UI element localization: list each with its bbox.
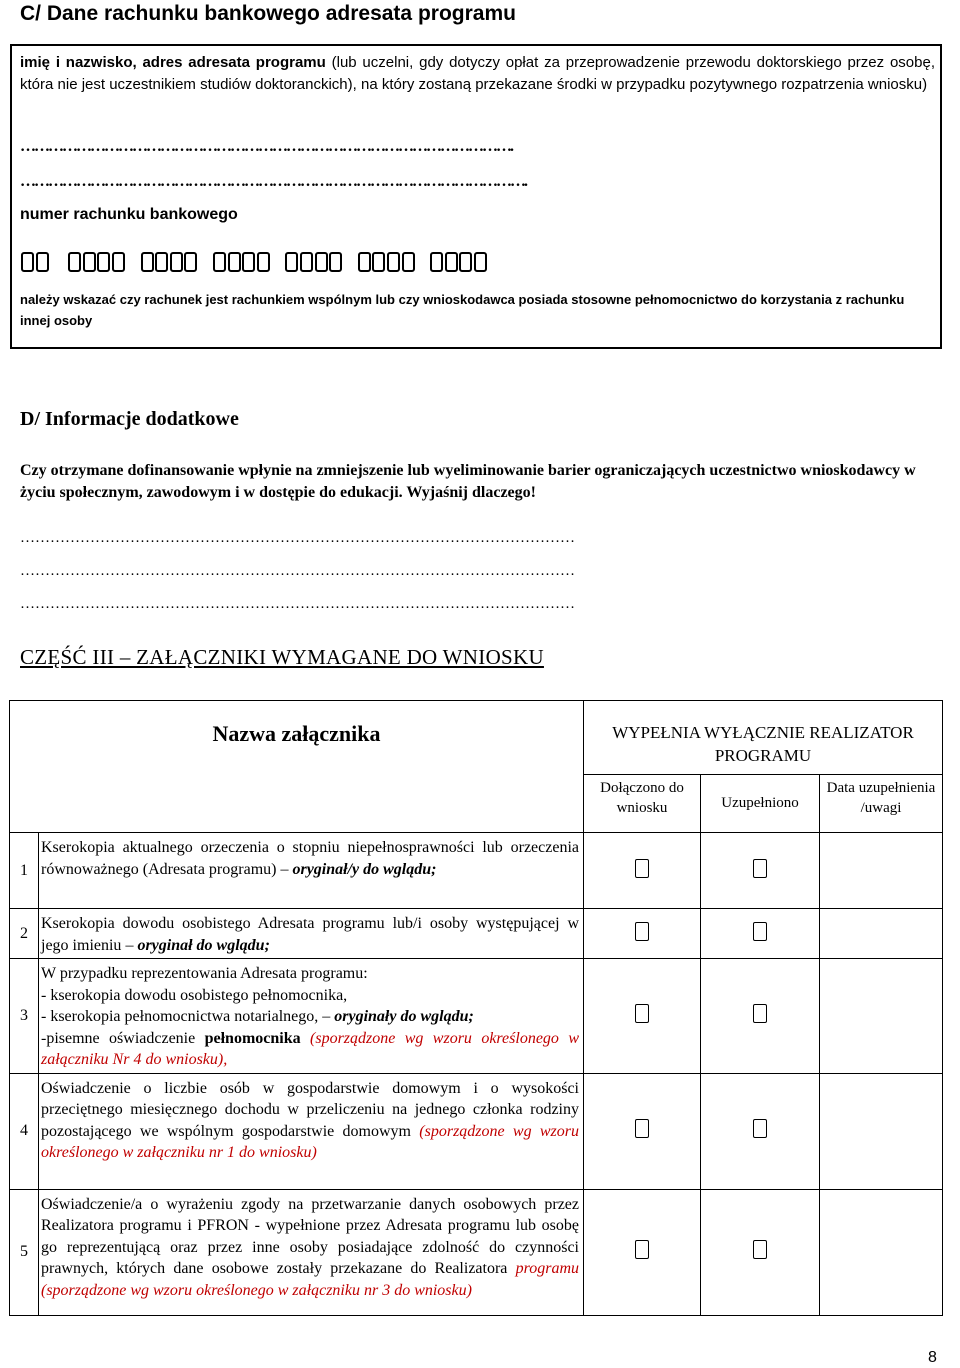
account-digit-box[interactable] [83, 252, 96, 272]
account-digit-box[interactable] [242, 252, 255, 272]
answer-line-1[interactable]: ………………………………………………………………………………………………… [20, 530, 575, 546]
attachment-description: Kserokopia aktualnego orzeczenia o stopniu niepełnosprawności lub orzeczenia równoważnego (Adresata programu) – oryginał/y do wglądu; [39, 833, 584, 909]
account-digit-box[interactable] [300, 252, 313, 272]
account-digit-box[interactable] [68, 252, 81, 272]
section-d-question: Czy otrzymane dofinansowanie wpłynie na zmniejszenie lub wyeliminowanie barier ograniczających uczestnictwo wnioskodawcy w życiu społecznym, zawodowym i w dostępie do edukacji. Wyjaśnij dlaczego! [20, 462, 916, 501]
attachment-description: Oświadczenie/a o wyrażeniu zgody na przetwarzanie danych osobowych przez Realizatora programu i PFRON - wypełnione przez Adresata programu lub osobę go reprezentującą oraz przez inne osoby posiadające zdolność do czynności prawnych, których dane osobowe zostały przekazane do Realizatora programu (sporządzone wg wzoru określonego w załączniku nr 3 do wniosku) [39, 1189, 584, 1316]
account-digit-box[interactable] [315, 252, 328, 272]
date-notes-cell[interactable] [820, 833, 943, 909]
recipient-label-rest: (lub uczelni, gdy dotyczy opłat za przeprowadzenie przewodu doktorskiego przez osobę, która nie jest uczestnikiem studiów doktoranckich), na który zostaną przekazane środki w przypadku pozytywnego rozpatrzenia wniosku) [20, 54, 935, 93]
account-digit-box[interactable] [430, 252, 443, 272]
account-digit-box[interactable] [155, 252, 168, 272]
header-attachment-name: Nazwa załącznika [10, 701, 584, 833]
account-digit-box[interactable] [285, 252, 298, 272]
account-digit-box[interactable] [372, 252, 385, 272]
attachments-table [9, 700, 943, 1316]
date-notes-cell[interactable] [820, 909, 943, 959]
account-digit-box[interactable] [387, 252, 400, 272]
attached-checkbox[interactable] [635, 1119, 649, 1138]
table-row [10, 959, 943, 1074]
account-note: należy wskazać czy rachunek jest rachunkiem wspólnym lub czy wnioskodawca posiada stosowne pełnomocnictwo do korzystania z rachunku innej osoby [20, 292, 905, 328]
account-digit-box[interactable] [21, 252, 34, 272]
page-number: 8 [928, 1349, 937, 1366]
completed-checkbox[interactable] [753, 1004, 767, 1023]
account-digit-box[interactable] [141, 252, 154, 272]
col-date-notes: Data uzupełnienia /uwagi [820, 775, 943, 833]
col-attached: Dołączono do wniosku [584, 775, 701, 833]
account-digit-box[interactable] [170, 252, 183, 272]
account-digit-box[interactable] [358, 252, 371, 272]
answer-line-3[interactable]: ………………………………………………………………………………………………… [20, 596, 575, 612]
col-completed: Uzupełniono [701, 775, 820, 833]
section-iii-title: CZĘŚĆ III – ZAŁĄCZNIKI WYMAGANE DO WNIOSKU [20, 645, 544, 669]
row-number: 3 [10, 959, 39, 1074]
header-realizator-only: WYPEŁNIA WYŁĄCZNIE REALIZATOR PROGRAMU [584, 701, 943, 775]
section-d-title: D/ Informacje dodatkowe [20, 408, 239, 430]
row-number: 2 [10, 909, 39, 959]
account-digit-box[interactable] [213, 252, 226, 272]
section-c-title: C/ Dane rachunku bankowego adresata programu [20, 2, 516, 25]
date-notes-cell[interactable] [820, 1073, 943, 1189]
table-row [10, 1189, 943, 1316]
completed-checkbox[interactable] [753, 1119, 767, 1138]
recipient-fill-line-1[interactable]: ……………………………………………………………………………………………. [20, 138, 512, 155]
table-row [10, 909, 943, 959]
account-digit-box[interactable] [112, 252, 125, 272]
account-digit-box[interactable] [184, 252, 197, 272]
attached-checkbox[interactable] [635, 922, 649, 941]
attachment-description: Oświadczenie o liczbie osób w gospodarstwie domowym i o wysokości przeciętnego miesięcznego dochodu w przeliczeniu na jednego członka rodziny pozostającego we wspólnym gospodarstwie domowym (sporządzone wg wzoru określonego w załączniku nr 1 do wniosku) [39, 1073, 584, 1189]
completed-checkbox[interactable] [753, 922, 767, 941]
bank-account-box [10, 44, 942, 349]
row-number: 1 [10, 833, 39, 909]
table-row [10, 833, 943, 909]
answer-line-2[interactable]: ………………………………………………………………………………………………… [20, 563, 575, 579]
attachment-description: W przypadku reprezentowania Adresata programu: - kserokopia dowodu osobistego pełnomocnika, - kserokopia pełnomocnictwa notarialnego, – oryginały do wglądu; -pisemne oświadczenie pełnomocnika (sporządzone wg wzoru określonego w załączniku Nr 4 do wniosku), [39, 959, 584, 1074]
account-digit-box[interactable] [36, 252, 49, 272]
account-digit-box[interactable] [459, 252, 472, 272]
attachment-description: Kserokopia dowodu osobistego Adresata programu lub/i osoby występującej w jego imieniu – oryginał do wglądu; [39, 909, 584, 959]
account-digit-box[interactable] [329, 252, 342, 272]
completed-checkbox[interactable] [753, 1240, 767, 1259]
attached-checkbox[interactable] [635, 859, 649, 878]
table-row [10, 1073, 943, 1189]
recipient-label-bold: imię i nazwisko, adres adresata programu [20, 54, 326, 71]
recipient-fill-line-2[interactable]: ………………………………………………………………………………………………. [20, 173, 526, 190]
account-digit-box[interactable] [474, 252, 487, 272]
account-digit-box[interactable] [97, 252, 110, 272]
row-number: 5 [10, 1189, 39, 1316]
recipient-field-label [20, 52, 935, 96]
account-digit-box[interactable] [257, 252, 270, 272]
date-notes-cell[interactable] [820, 959, 943, 1074]
account-digit-box[interactable] [228, 252, 241, 272]
account-digit-box[interactable] [402, 252, 415, 272]
attached-checkbox[interactable] [635, 1240, 649, 1259]
account-number-label: numer rachunku bankowego [20, 206, 238, 223]
date-notes-cell[interactable] [820, 1189, 943, 1316]
completed-checkbox[interactable] [753, 859, 767, 878]
attached-checkbox[interactable] [635, 1004, 649, 1023]
account-digit-box[interactable] [445, 252, 458, 272]
row-number: 4 [10, 1073, 39, 1189]
